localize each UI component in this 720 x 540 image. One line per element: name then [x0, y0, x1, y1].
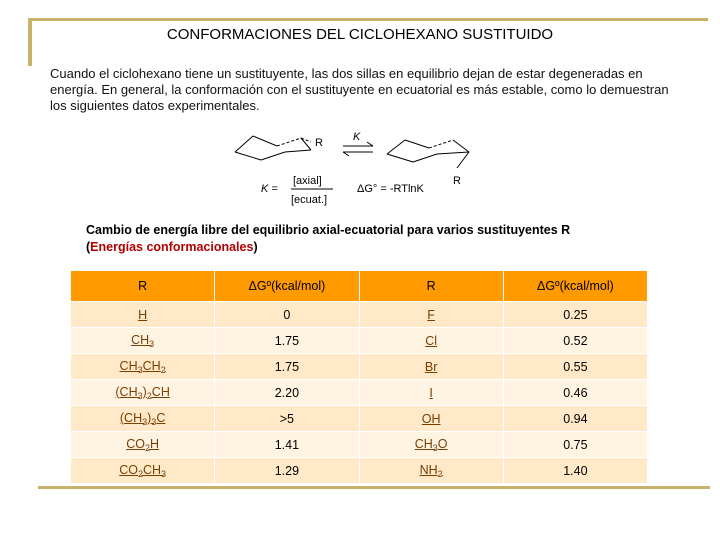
table-row — [71, 328, 648, 354]
substituent-link[interactable]: F — [427, 307, 435, 322]
header-dg-2: ΔGº(kcal/mol) — [503, 271, 647, 302]
formula-part: NH — [419, 462, 438, 477]
formula-subscript: 2 — [437, 468, 443, 479]
substituent-cell[interactable] — [359, 354, 503, 380]
formula-subscript: 3 — [149, 338, 155, 349]
formula-part: CH — [151, 384, 170, 399]
chair-axial — [235, 136, 311, 160]
table-row — [71, 380, 648, 406]
substituent-cell[interactable] — [359, 328, 503, 354]
energy-cell: 1.75 — [215, 354, 359, 380]
formula-part: CH — [131, 332, 150, 347]
substituent-link[interactable]: I — [429, 385, 433, 400]
formula-subscript: 2 — [146, 390, 152, 401]
energy-cell: 1.29 — [215, 458, 359, 484]
energy-cell: 0.75 — [503, 432, 647, 458]
substituent-cell[interactable] — [71, 380, 215, 406]
formula-subscript: 2 — [144, 442, 150, 453]
formula-subscript: 3 — [137, 390, 143, 401]
substituent-link[interactable] — [115, 385, 169, 399]
frame-top-rule — [28, 18, 708, 21]
formula-subscript: 2 — [137, 468, 143, 479]
table-row — [71, 432, 648, 458]
energy-cell: 2.20 — [215, 380, 359, 406]
substituent-cell[interactable] — [71, 406, 215, 432]
equilibrium-arrows — [343, 142, 373, 156]
caption-line: Cambio de energía libre del equilibrio axial-ecuatorial para varios sustituyentes R — [86, 223, 571, 237]
k-denominator: [ecuat.] — [291, 194, 328, 206]
substituent-cell[interactable] — [71, 432, 215, 458]
caption-open-paren: ( — [86, 240, 91, 254]
energy-cell: 0.25 — [503, 302, 647, 328]
formula-part: ) — [142, 384, 147, 399]
page-title: CONFORMACIONES DEL CICLOHEXANO SUSTITUIDO — [166, 26, 554, 43]
table-row — [71, 302, 648, 328]
energy-cell: 1.41 — [215, 432, 359, 458]
substituent-cell[interactable] — [359, 380, 503, 406]
header-dg-1: ΔGº(kcal/mol) — [215, 271, 359, 302]
formula-part: CH — [142, 462, 162, 477]
substituent-cell[interactable] — [359, 302, 503, 328]
table-row — [71, 354, 648, 380]
formula-part: CO — [119, 462, 138, 477]
substituent-cell[interactable] — [359, 406, 503, 432]
formula-part: (CH — [119, 410, 143, 425]
frame-bottom-rule — [38, 486, 710, 489]
formula-part: C — [156, 410, 166, 425]
substituent-link[interactable] — [119, 463, 166, 477]
energy-cell: 1.40 — [503, 458, 647, 484]
conformational-energy-table — [70, 270, 648, 484]
substituent-link[interactable] — [420, 463, 443, 477]
formula-part: CH — [119, 358, 138, 373]
formula-part: (CH — [115, 384, 138, 399]
substituent-cell[interactable] — [359, 432, 503, 458]
formula-part: O — [437, 436, 448, 451]
substituent-cell[interactable] — [71, 458, 215, 484]
substituent-link[interactable] — [131, 333, 154, 347]
formula-subscript: 3 — [142, 416, 148, 427]
substituent-link[interactable]: H — [138, 307, 148, 322]
energy-cell: 0.55 — [503, 354, 647, 380]
formula-subscript: 3 — [161, 468, 167, 479]
energy-cell: >5 — [215, 406, 359, 432]
substituent-cell[interactable] — [71, 328, 215, 354]
table-caption — [86, 222, 646, 256]
energy-cell: 1.75 — [215, 328, 359, 354]
intro-paragraph: Cuando el ciclohexano tiene un sustituyente, las dos sillas en equilibrio dejan de estar degeneradas en energía. En general, la conformación con el sustituyente en ecuatorial es más estable, como lo demuestran los siguientes datos experimentales. — [50, 66, 669, 113]
substituent-cell[interactable] — [359, 458, 503, 484]
caption-highlight: Energías conformacionales — [90, 240, 254, 254]
k-numerator: [axial] — [293, 175, 322, 187]
substituent-link[interactable]: OH — [421, 411, 441, 426]
delta-g-equation: ΔG° = -RTlnK — [357, 183, 424, 195]
formula-subscript: 2 — [160, 364, 166, 375]
k-label: K — [353, 131, 361, 143]
table-row — [71, 458, 648, 484]
caption-close-paren: ) — [253, 240, 258, 254]
k-equation-lhs: K = — [261, 183, 278, 195]
energy-cell: 0 — [215, 302, 359, 328]
substituent-link[interactable]: Br — [424, 359, 438, 374]
substituent-link[interactable] — [120, 411, 165, 425]
formula-subscript: 3 — [432, 442, 438, 453]
header-r-1: R — [71, 271, 215, 302]
table-row — [71, 406, 648, 432]
table-header-row — [71, 271, 648, 302]
substituent-cell[interactable] — [71, 354, 215, 380]
substituent-cell[interactable] — [71, 302, 215, 328]
r-equatorial-label: R — [453, 175, 461, 187]
chair-equatorial — [387, 140, 469, 168]
substituent-link[interactable] — [415, 437, 448, 451]
formula-subscript: 3 — [151, 416, 157, 427]
formula-subscript: 3 — [137, 364, 143, 375]
header-r-2: R — [359, 271, 503, 302]
substituent-link[interactable] — [120, 359, 166, 373]
substituent-link[interactable]: Cl — [425, 333, 438, 348]
formula-part: CH — [414, 436, 433, 451]
r-axial-label: R — [315, 137, 323, 149]
chair-equilibrium-diagram — [225, 128, 485, 210]
formula-part: ) — [147, 410, 152, 425]
energy-cell: 0.94 — [503, 406, 647, 432]
formula-part: CO — [126, 436, 145, 451]
formula-part: CH — [142, 358, 161, 373]
energy-cell: 0.52 — [503, 328, 647, 354]
formula-part: H — [149, 436, 160, 451]
substituent-link[interactable] — [126, 437, 159, 451]
energy-cell: 0.46 — [503, 380, 647, 406]
